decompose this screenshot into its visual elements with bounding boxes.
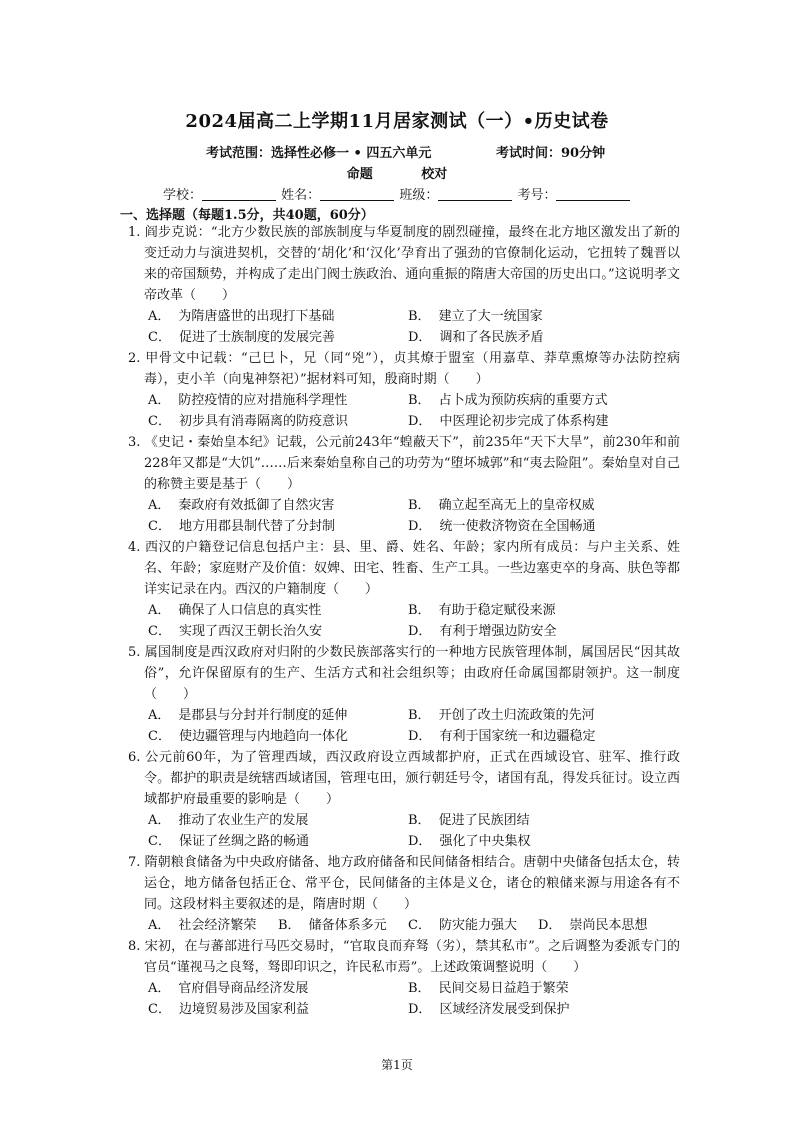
answer-option[interactable] <box>148 327 408 348</box>
question-item <box>120 642 680 747</box>
option-letter: B． <box>278 918 301 933</box>
question-item <box>120 747 680 852</box>
exam-roles <box>0 163 794 182</box>
answer-option[interactable] <box>148 978 408 999</box>
option-letter: B． <box>408 981 431 996</box>
option-text: 推动了农业生产的发展 <box>178 813 309 828</box>
answer-option[interactable] <box>148 495 408 516</box>
answer-option[interactable] <box>148 621 408 642</box>
option-letter: B． <box>408 498 431 513</box>
question-text: 宋初，在与蕃部进行马匹交易时，“官取良而弃驽（劣），禁其私市”。之后调整为委派专门的官员“谨视马之良驽，驽即印识之，许民私市焉”。上述政策调整说明（ ） <box>144 939 680 975</box>
answer-option[interactable] <box>148 915 278 936</box>
option-letter: B． <box>408 813 431 828</box>
option-list <box>120 390 680 432</box>
option-list <box>120 810 680 852</box>
name-label: 姓名： <box>281 188 321 203</box>
answer-option[interactable] <box>408 726 668 747</box>
question-item <box>120 432 680 537</box>
answer-option[interactable] <box>408 327 668 348</box>
question-text: 属国制度是西汉政府对归附的少数民族部落实行的一种地方民族管理体制，属国居民“因其故俗”，允许保留原有的生产、生活方式和社会组织等；由政府任命属国都尉领护。这一制度（ ） <box>144 645 680 702</box>
option-text: 促进了士族制度的发展完善 <box>178 330 335 345</box>
question-stem <box>120 852 680 915</box>
option-text: 保证了丝绸之路的畅通 <box>178 834 309 849</box>
name-blank[interactable] <box>320 188 394 201</box>
option-list <box>120 705 680 747</box>
student-info-line <box>163 184 631 203</box>
answer-option[interactable] <box>408 516 668 537</box>
option-list <box>120 306 680 348</box>
answer-option[interactable] <box>148 726 408 747</box>
option-letter: C． <box>148 414 171 429</box>
exam-scope: 考试范围：选择性必修一 • 四五六单元 <box>206 146 432 161</box>
question-item <box>120 852 680 936</box>
answer-option[interactable] <box>408 831 668 852</box>
option-letter: A． <box>148 981 171 996</box>
question-item <box>120 936 680 1020</box>
option-letter: C． <box>408 918 431 933</box>
author-label: 命题 <box>346 167 373 182</box>
exam-title: 2024届高二上学期11月居家测试（一）•历史试卷 <box>185 111 609 132</box>
option-text: 储备体系多元 <box>308 918 387 933</box>
option-text: 区域经济发展受到保护 <box>439 1002 570 1017</box>
option-letter: D． <box>408 624 432 639</box>
answer-option[interactable] <box>148 600 408 621</box>
option-list <box>120 600 680 642</box>
question-stem <box>120 537 680 600</box>
answer-option[interactable] <box>408 705 668 726</box>
option-letter: D． <box>408 330 432 345</box>
question-text: 甲骨文中记载：“己巳卜，兄（同“兇”），贞其燎于盟室（用嘉草、莽草熏燎等办法防控病毒），吏小羊（向鬼神祭祀）”据材料可知，殷商时期（ ） <box>144 351 680 387</box>
question-stem <box>120 222 680 306</box>
option-text: 统一使救济物资在全国畅通 <box>439 519 596 534</box>
answer-option[interactable] <box>148 306 408 327</box>
question-number: 6. <box>128 750 141 765</box>
option-letter: D． <box>408 414 432 429</box>
question-text: 《史记・秦始皇本纪》记载，公元前243年“蝗蔽天下”，前235年“天下大旱”，前230年和前228年又都是“大饥”……后来秦始皇称自己的功劳为“堕坏城郭”和“夷去险阻”。秦始皇对自己的称赞主要是基于（ ） <box>144 435 680 492</box>
proofreader-label: 校对 <box>421 167 448 182</box>
option-letter: D． <box>408 1002 432 1017</box>
option-letter: C． <box>148 834 171 849</box>
option-letter: A． <box>148 813 171 828</box>
question-number: 1. <box>128 225 141 240</box>
exam-number-blank[interactable] <box>556 188 630 201</box>
answer-option[interactable] <box>408 915 538 936</box>
option-letter: D． <box>408 729 432 744</box>
option-letter: A． <box>148 918 171 933</box>
option-text: 民间交易日益趋于繁荣 <box>438 981 569 996</box>
answer-option[interactable] <box>278 915 408 936</box>
option-text: 促进了民族团结 <box>438 813 530 828</box>
option-text: 占卜成为预防疾病的重要方式 <box>438 393 608 408</box>
question-stem <box>120 432 680 495</box>
exam-number-label: 考号： <box>517 188 557 203</box>
question-stem <box>120 747 680 810</box>
option-text: 有利于国家统一和边疆稳定 <box>439 729 596 744</box>
option-text: 崇尚民本思想 <box>569 918 648 933</box>
question-text: 隋朝粮食储备为中央政府储备、地方政府储备和民间储备相结合。唐朝中央储备包括太仓，转运仓，地方储备包括正仓、常平仓，民间储备的主体是义仓，诸仓的粮储来源与用途各有不同。这段材料主要叙述的是，隋唐时期（ ） <box>144 855 680 912</box>
question-number: 2. <box>128 351 141 366</box>
question-number: 4. <box>128 540 141 555</box>
option-text: 有助于稳定赋役来源 <box>438 603 556 618</box>
option-text: 防灾能力强大 <box>438 918 517 933</box>
answer-option[interactable] <box>408 411 668 432</box>
page-number: 第1页 <box>381 1058 413 1072</box>
option-text: 防控疫情的应对措施科学理性 <box>178 393 348 408</box>
option-letter: B． <box>408 309 431 324</box>
question-number: 3. <box>128 435 141 450</box>
answer-option[interactable] <box>408 390 668 411</box>
answer-option[interactable] <box>408 306 668 327</box>
option-text: 调和了各民族矛盾 <box>439 330 544 345</box>
option-letter: C． <box>148 729 171 744</box>
option-text: 地方用郡县制代替了分封制 <box>178 519 335 534</box>
question-stem <box>120 642 680 705</box>
option-text: 官府倡导商品经济发展 <box>178 981 309 996</box>
option-text: 初步具有消毒隔离的防疫意识 <box>178 414 348 429</box>
exam-time: 考试时间：90分钟 <box>496 146 606 161</box>
option-text: 使边疆管理与内地趋向一体化 <box>178 729 348 744</box>
section-heading: 一、选择题（每题1.5分，共40题，60分） <box>120 208 374 223</box>
question-stem <box>120 348 680 390</box>
question-number: 8. <box>128 939 141 954</box>
option-text: 秦政府有效抵御了自然灾害 <box>178 498 335 513</box>
option-text: 实现了西汉王朝长治久安 <box>178 624 322 639</box>
question-text: 阎步克说：“北方少数民族的部族制度与华夏制度的剧烈碰撞，最终在北方地区激发出了新的变迁动力与演进契机，交替的‘胡化’和‘汉化’孕育出了强劲的官僚制化运动，它扭转了魏晋以来的帝国颓势，并构成了走出门阀士族政治、通向重振的隋唐大帝国的历史出口。”这说明孝文帝改革（ ） <box>144 225 680 303</box>
option-letter: C． <box>148 330 171 345</box>
answer-option[interactable] <box>148 390 408 411</box>
school-label: 学校： <box>163 188 203 203</box>
option-text: 确保了人口信息的真实性 <box>178 603 322 618</box>
option-text: 为隋唐盛世的出现打下基础 <box>178 309 335 324</box>
option-letter: B． <box>408 393 431 408</box>
answer-option[interactable] <box>148 705 408 726</box>
question-text: 西汉的户籍登记信息包括户主：县、里、爵、姓名、年龄；家内所有成员：与户主关系、姓名、年龄；家庭财产及价值：奴婢、田宅、牲畜、生产工具。一些边塞吏卒的身高、肤色等都详实记录在内。西汉的户籍制度（ ） <box>144 540 680 597</box>
option-text: 社会经济繁荣 <box>178 918 257 933</box>
answer-option[interactable] <box>148 831 408 852</box>
option-list <box>120 495 680 537</box>
option-letter: A． <box>148 309 171 324</box>
option-text: 开创了改土归流政策的先河 <box>438 708 595 723</box>
answer-option[interactable] <box>408 978 668 999</box>
option-letter: B． <box>408 603 431 618</box>
answer-option[interactable] <box>148 411 408 432</box>
option-letter: A． <box>148 708 171 723</box>
option-text: 边境贸易涉及国家利益 <box>178 1002 309 1017</box>
answer-option[interactable] <box>408 999 668 1020</box>
option-text: 有利于增强边防安全 <box>439 624 557 639</box>
option-list <box>120 978 680 1020</box>
answer-option[interactable] <box>408 621 668 642</box>
option-letter: A． <box>148 393 171 408</box>
answer-option[interactable] <box>408 495 668 516</box>
answer-option[interactable] <box>148 999 408 1020</box>
option-letter: C． <box>148 519 171 534</box>
question-number: 7. <box>128 855 141 870</box>
option-letter: C． <box>148 1002 171 1017</box>
option-text: 确立起至高无上的皇帝权威 <box>438 498 595 513</box>
answer-option[interactable] <box>408 600 668 621</box>
question-item <box>120 222 680 348</box>
option-letter: A． <box>148 603 171 618</box>
question-item <box>120 348 680 432</box>
answer-option[interactable] <box>408 810 668 831</box>
option-list <box>120 915 680 936</box>
option-text: 建立了大一统国家 <box>438 309 543 324</box>
question-number: 5. <box>128 645 141 660</box>
question-list <box>120 222 680 1020</box>
option-letter: C． <box>148 624 171 639</box>
option-text: 是郡县与分封并行制度的延伸 <box>178 708 348 723</box>
option-letter: A． <box>148 498 171 513</box>
answer-option[interactable] <box>148 810 408 831</box>
class-blank[interactable] <box>438 188 512 201</box>
option-letter: D． <box>408 519 432 534</box>
question-text: 公元前60年，为了管理西域，西汉政府设立西域都护府，正式在西域设官、驻军、推行政令。都护的职责是统辖西域诸国，管理屯田，颁行朝廷号令，诸国有乱，得发兵征讨。设立西域都护府最重要的影响是（ ） <box>144 750 680 807</box>
question-item <box>120 537 680 642</box>
option-text: 中医理论初步完成了体系构建 <box>439 414 609 429</box>
school-blank[interactable] <box>202 188 276 201</box>
question-stem <box>120 936 680 978</box>
answer-option[interactable] <box>148 516 408 537</box>
option-text: 强化了中央集权 <box>439 834 531 849</box>
option-letter: B． <box>408 708 431 723</box>
option-letter: D． <box>538 918 562 933</box>
answer-option[interactable] <box>538 915 668 936</box>
option-letter: D． <box>408 834 432 849</box>
class-label: 班级： <box>399 188 439 203</box>
